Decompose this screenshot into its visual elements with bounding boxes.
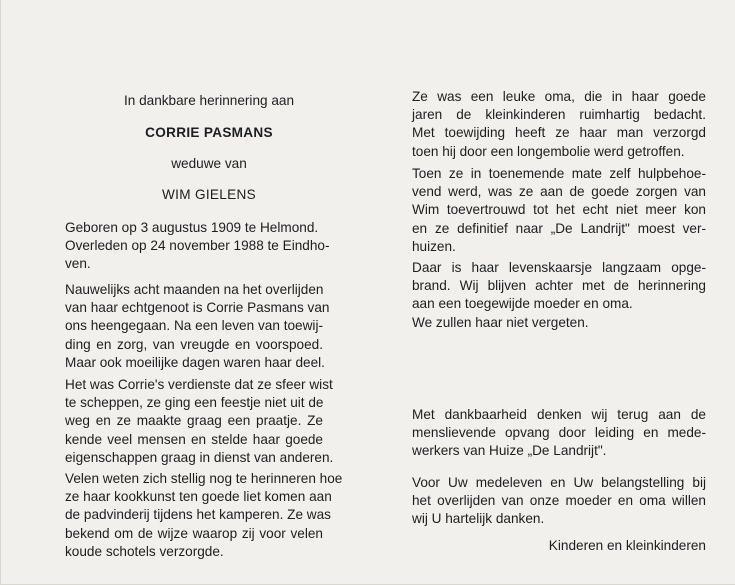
paragraph-4 [65, 470, 343, 561]
signature-line: Kinderen en kleinkinderen [548, 538, 706, 553]
spouse-name: WIM GIELENS [162, 187, 256, 202]
text-line: Met dankbaarheid denken wij terug aan de [412, 407, 706, 422]
text-line: aan een toegewijde moeder en oma. [412, 296, 633, 312]
text-line: te scheppen, ze ging een feestje niet uit de [65, 395, 324, 411]
text-line: Maar ook moeilijke dagen waren haar deel. [65, 354, 325, 370]
text-line: bekend om de wijze waarop zij voor velen [65, 525, 323, 541]
right-paragraph-4 [412, 406, 706, 461]
text-line: brand. Wij blijven achter met de herinnering [412, 278, 706, 294]
right-paragraph-2 [412, 165, 706, 256]
text-line: eigenschappen graag in dienst van anderen. [65, 449, 334, 465]
text-line: We zullen haar niet vergeten. [412, 314, 589, 330]
text-line: ons heengegaan. Na een leven van toewij- [65, 318, 323, 334]
text-line: ding en zorg, van vreugde en voorspoed. [65, 336, 323, 352]
text-line: en ze definitief naar „De Landrijt" moest ver- [412, 220, 706, 236]
right-paragraph-1 [412, 88, 706, 161]
text-line: weg en ze maakte graag een praatje. Ze [65, 413, 323, 429]
text-line: Overleden op 24 november 1988 te Eindho- [65, 238, 330, 254]
birth-death-paragraph [65, 219, 330, 274]
text-line: Velen weten zich stellig nog te herinneren hoe [65, 471, 343, 486]
text-line: Met toewijding heeft ze haar man verzorgd [412, 125, 706, 141]
relation-line: weduwe van [171, 156, 247, 171]
text-line: ven. [65, 256, 91, 272]
intro-line: In dankbare herinnering aan [123, 93, 295, 108]
text-line: Het was Corrie's verdienste dat ze sfeer wist [65, 377, 333, 392]
text-line: Voor Uw medeleven en Uw belangstelling bij [412, 475, 706, 490]
text-line: het overlijden van onze moeder en oma willen [412, 493, 706, 509]
text-line: Ze was een leuke oma, die in haar goede [412, 89, 706, 104]
text-line: ze haar kookkunst ten goede liet komen aan [65, 489, 332, 505]
text-line: Nauwelijks acht maanden na het overlijden [65, 282, 324, 297]
text-line: kende veel mensen en stelde haar goede [65, 431, 323, 447]
text-line: menslievende opvang door leiding en mede- [412, 425, 706, 441]
text-line: Geboren op 3 augustus 1909 te Helmond. [65, 220, 319, 235]
deceased-name: CORRIE PASMANS [145, 125, 273, 140]
text-line: koude schotels verzorgde. [65, 543, 224, 559]
text-line: toen hij door een longembolie werd getroffen. [412, 143, 685, 159]
text-line: van haar echtgenoot is Corrie Pasmans van [65, 300, 330, 316]
text-line: Daar is haar levenskaarsje langzaam opge- [412, 260, 706, 275]
text-line: vend werd, was ze aan de goede zorgen van [412, 184, 706, 200]
paragraph-3 [65, 376, 334, 467]
text-line: jaren de kleinkinderen ruimhartig bedacht. [412, 107, 706, 123]
text-line: Toen ze in toenemende mate zelf hulpbehoe- [412, 166, 706, 181]
text-line: Wim toevertrouwd tot het echt niet meer kon [412, 202, 706, 218]
text-line: huizen. [412, 238, 456, 254]
text-line: wij U hartelijk danken. [412, 511, 545, 527]
text-line: de padvinderij tijdens het kamperen. Ze was [65, 507, 331, 523]
text-line: werkers van Huize „De Landrijt". [412, 443, 607, 459]
right-paragraph-5 [412, 474, 706, 529]
right-paragraph-3 [412, 259, 706, 332]
paragraph-2 [65, 281, 330, 372]
